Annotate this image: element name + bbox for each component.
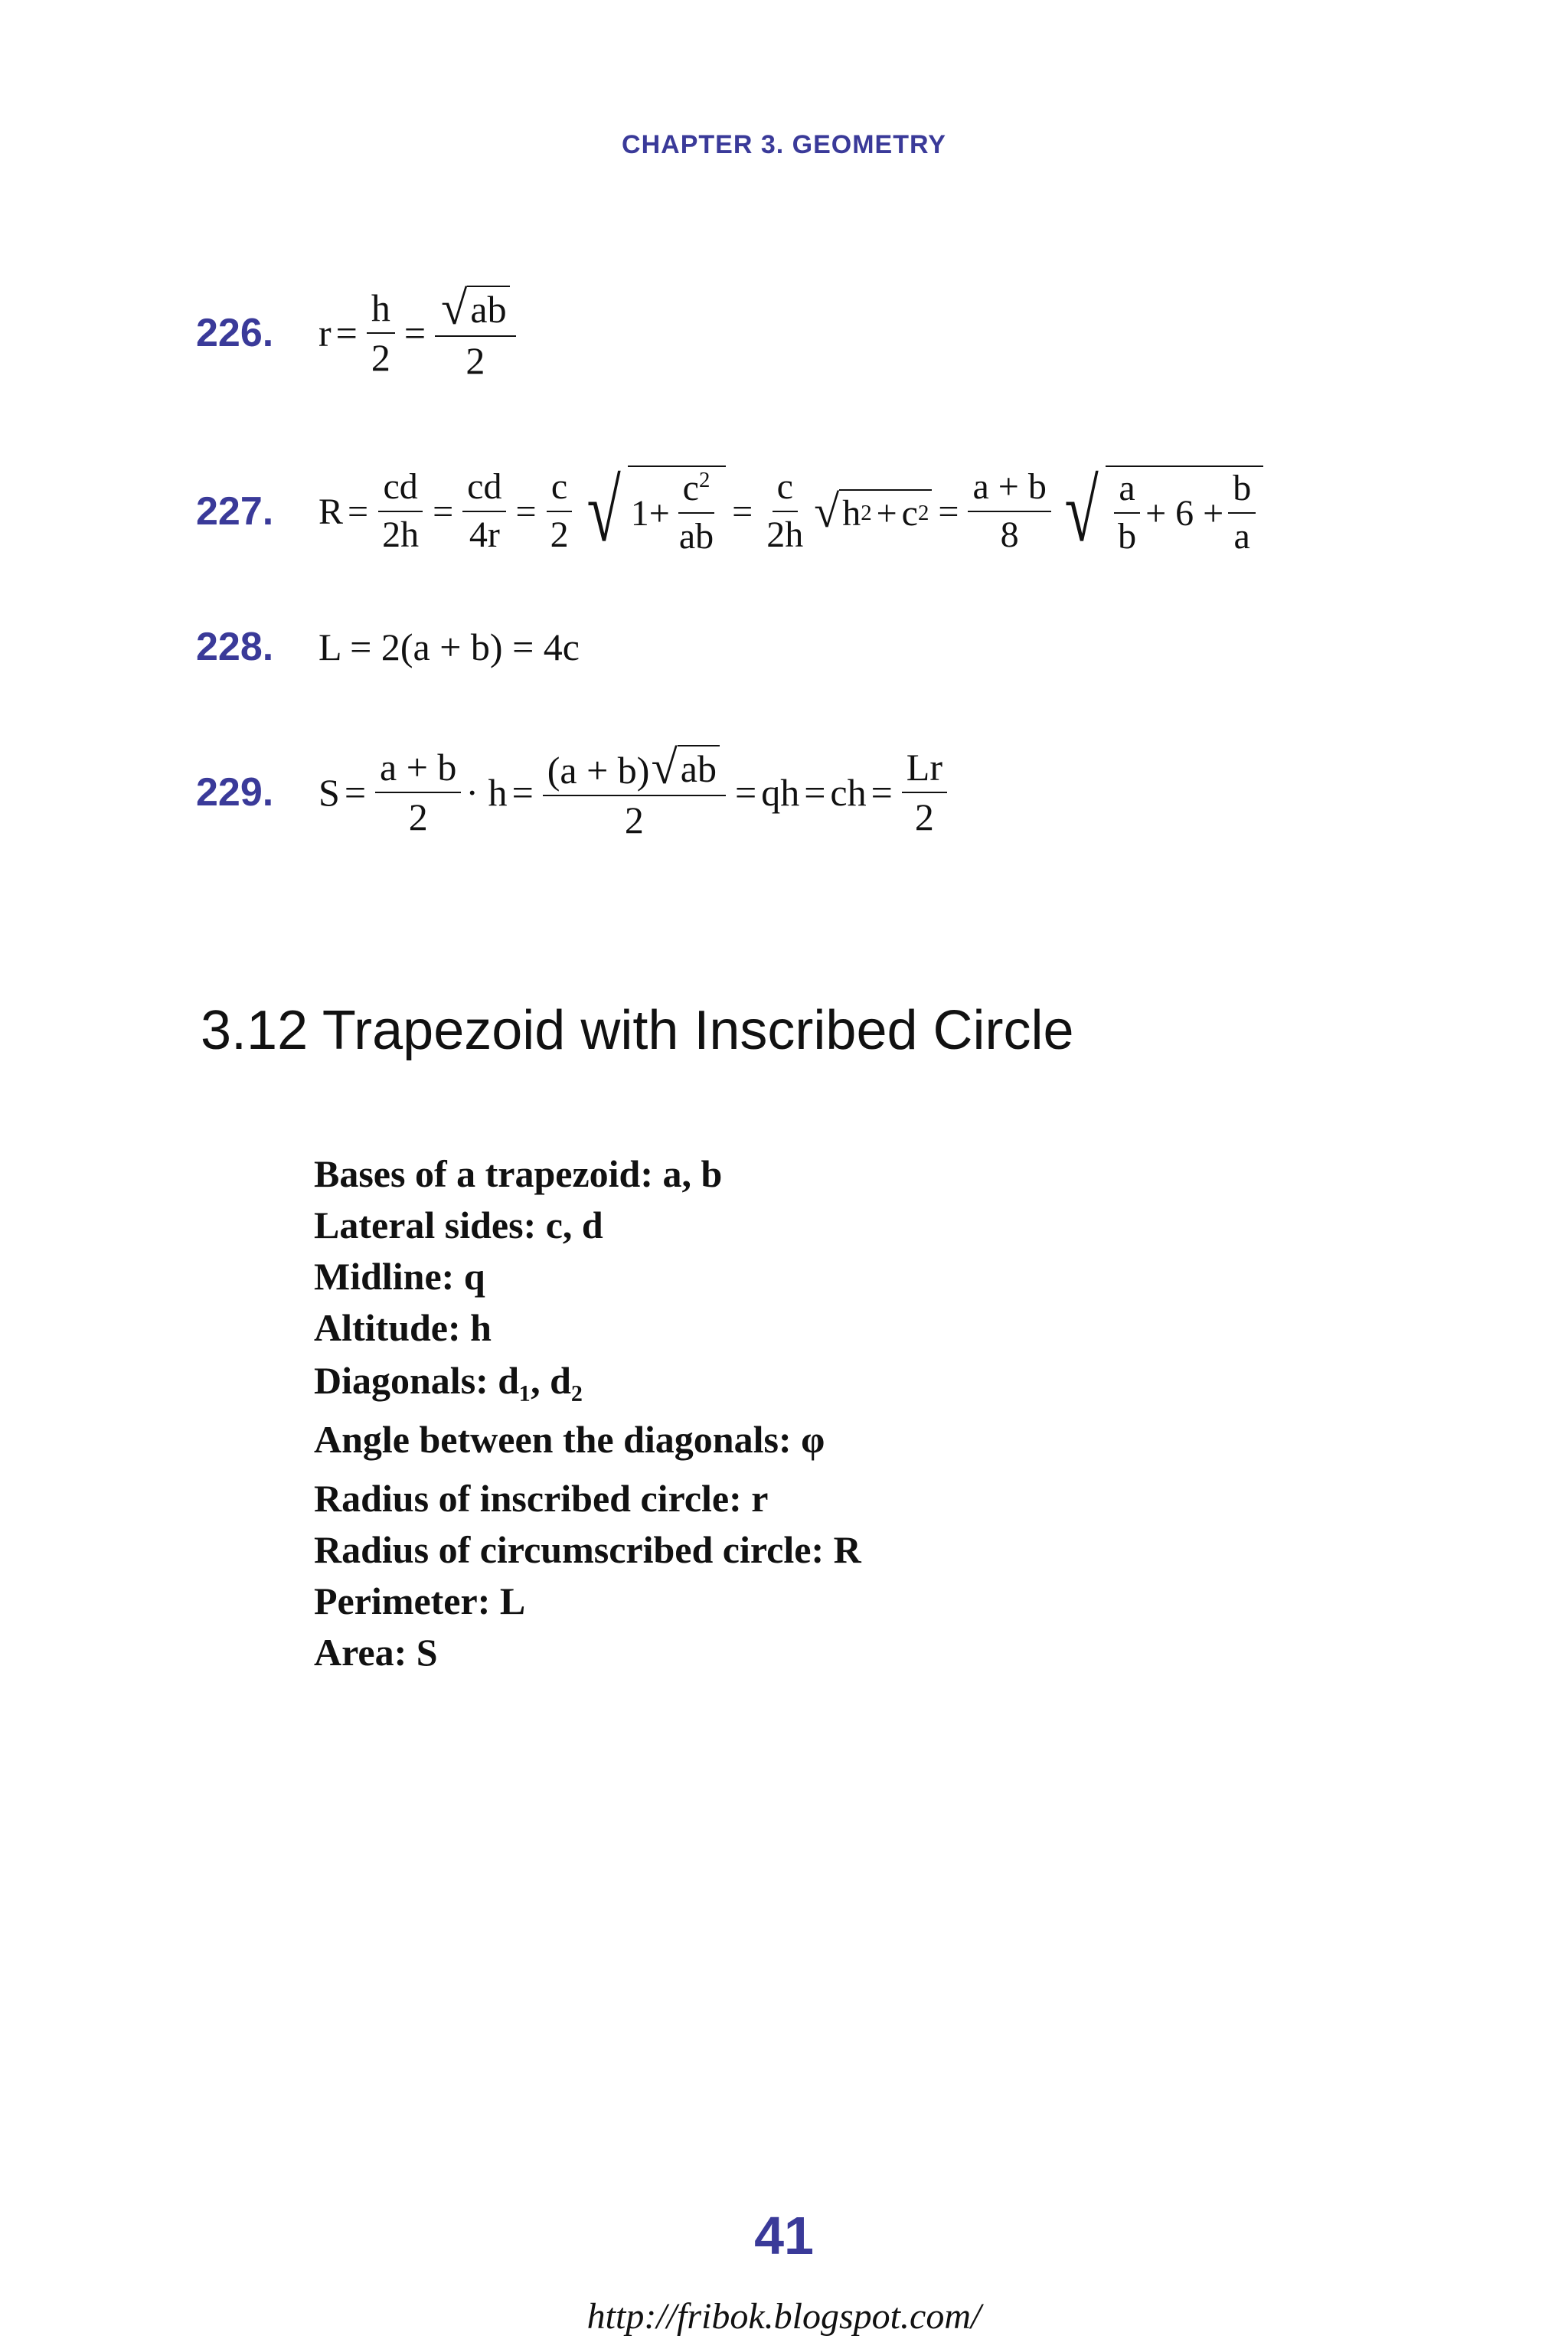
exponent: 2 <box>861 500 872 525</box>
fraction <box>1228 469 1256 557</box>
sqrt <box>580 462 727 560</box>
radical-icon: √ <box>441 281 468 335</box>
numerator: b <box>1228 469 1256 514</box>
denominator: 4r <box>469 514 500 555</box>
definition-item: Diagonals: d₁, d₂ <box>314 1359 583 1402</box>
chapter-header: CHAPTER 3. GEOMETRY <box>622 130 946 159</box>
fraction <box>543 740 726 841</box>
formula-number: 227. <box>196 489 274 534</box>
math-term: ch <box>830 771 867 814</box>
denominator: b <box>1118 516 1137 557</box>
equals-sign: = <box>403 312 426 354</box>
denominator: 2 <box>550 514 569 555</box>
formula-228 <box>196 612 1421 681</box>
equals-sign: = <box>433 491 454 532</box>
numerator: cd <box>378 467 422 512</box>
denominator: ab <box>678 516 714 557</box>
formula-226 <box>196 272 1421 394</box>
fraction <box>762 467 808 556</box>
numerator: a + b <box>968 467 1050 512</box>
definition-item: Angle between the diagonals: φ <box>314 1418 825 1461</box>
denominator: 2h <box>382 514 420 555</box>
definition-item: Radius of circumscribed circle: R <box>314 1528 861 1571</box>
exponent: 2 <box>917 500 929 525</box>
fraction <box>377 467 423 556</box>
fraction <box>367 287 395 379</box>
fraction <box>462 467 506 556</box>
denominator: 8 <box>1000 514 1019 555</box>
equals-sign: = <box>335 312 358 354</box>
section-title: 3.12 Trapezoid with Inscribed Circle <box>201 1000 1074 1061</box>
equals-sign: = <box>734 771 757 814</box>
formula-227 <box>196 450 1452 573</box>
definition-item: Radius of inscribed circle: r <box>314 1477 769 1520</box>
exponent: 2 <box>698 468 710 493</box>
fraction <box>435 281 516 382</box>
sqrt <box>1057 462 1263 560</box>
definition-item: Area: S <box>314 1631 438 1674</box>
math-term: qh <box>761 771 800 814</box>
equals-sign: = <box>348 491 369 532</box>
numerator <box>678 469 715 514</box>
formula-math <box>318 612 580 681</box>
formula-number: 228. <box>196 625 274 669</box>
sqrt <box>651 740 720 794</box>
formula-number: 226. <box>196 311 274 355</box>
denominator: 2h <box>766 514 804 555</box>
equals-sign: = <box>804 771 826 814</box>
fraction <box>546 467 573 556</box>
math-expression: L = 2(a + b) = 4c <box>318 626 580 668</box>
equals-sign: = <box>938 491 959 532</box>
definition-item: Bases of a trapezoid: a, b <box>314 1152 723 1195</box>
numerator <box>435 281 516 337</box>
math-term: (a + b) <box>547 749 650 792</box>
formula-229 <box>196 731 1421 854</box>
plus-sign: + <box>876 492 897 534</box>
definition-item: Altitude: h <box>314 1306 492 1349</box>
numerator <box>543 740 726 796</box>
radicand <box>839 489 932 534</box>
math-symbol: R <box>318 491 344 532</box>
numerator: a <box>1114 469 1139 514</box>
denominator: 2 <box>371 336 390 379</box>
math-term: + 6 + <box>1145 492 1224 534</box>
footer-url: http://fribok.blogspot.com/ <box>586 2296 982 2337</box>
equals-sign: = <box>511 771 534 814</box>
radical-icon: √ <box>586 462 621 560</box>
equals-sign: = <box>515 491 537 532</box>
fraction <box>375 746 461 838</box>
numerator: c <box>547 467 572 512</box>
math-term: · h <box>466 771 508 814</box>
formula-math <box>318 450 1265 573</box>
denominator: 2 <box>466 339 485 382</box>
denominator: 2 <box>914 795 934 838</box>
numerator: Lr <box>902 746 947 793</box>
definition-item: Midline: q <box>314 1255 485 1298</box>
sqrt <box>814 486 932 537</box>
fraction <box>675 469 718 557</box>
definition-item: Lateral sides: c, d <box>314 1204 603 1246</box>
sqrt <box>441 281 510 335</box>
denominator: 2 <box>624 799 644 841</box>
page-number: 41 <box>754 2206 814 2265</box>
radicand <box>628 466 726 557</box>
math-term: 1+ <box>630 492 670 534</box>
math-symbol: h <box>842 492 861 534</box>
equals-sign: = <box>344 771 367 814</box>
numerator: c <box>773 467 798 512</box>
fraction <box>902 746 947 838</box>
definitions-list <box>314 1148 861 1678</box>
formula-math <box>318 272 521 394</box>
radicand <box>1106 466 1263 557</box>
math-symbol: c <box>901 492 918 534</box>
formula-math <box>318 731 952 854</box>
math-symbol: c <box>682 468 699 509</box>
equals-sign: = <box>732 491 753 532</box>
equals-sign: = <box>871 771 893 814</box>
math-symbol: r <box>318 312 332 354</box>
numerator: a + b <box>375 746 461 793</box>
radical-icon: √ <box>651 740 678 794</box>
formula-number: 229. <box>196 770 274 815</box>
radical-icon: √ <box>1064 462 1099 560</box>
denominator: 2 <box>408 795 428 838</box>
numerator: cd <box>462 467 506 512</box>
radicand: ab <box>678 745 720 790</box>
denominator: a <box>1233 516 1250 557</box>
numerator: h <box>367 287 395 334</box>
fraction <box>968 467 1050 556</box>
definition-item: Perimeter: L <box>314 1579 526 1622</box>
radical-icon: √ <box>814 486 840 537</box>
radicand: ab <box>467 286 509 331</box>
math-symbol: S <box>318 771 340 814</box>
fraction <box>1113 469 1141 557</box>
